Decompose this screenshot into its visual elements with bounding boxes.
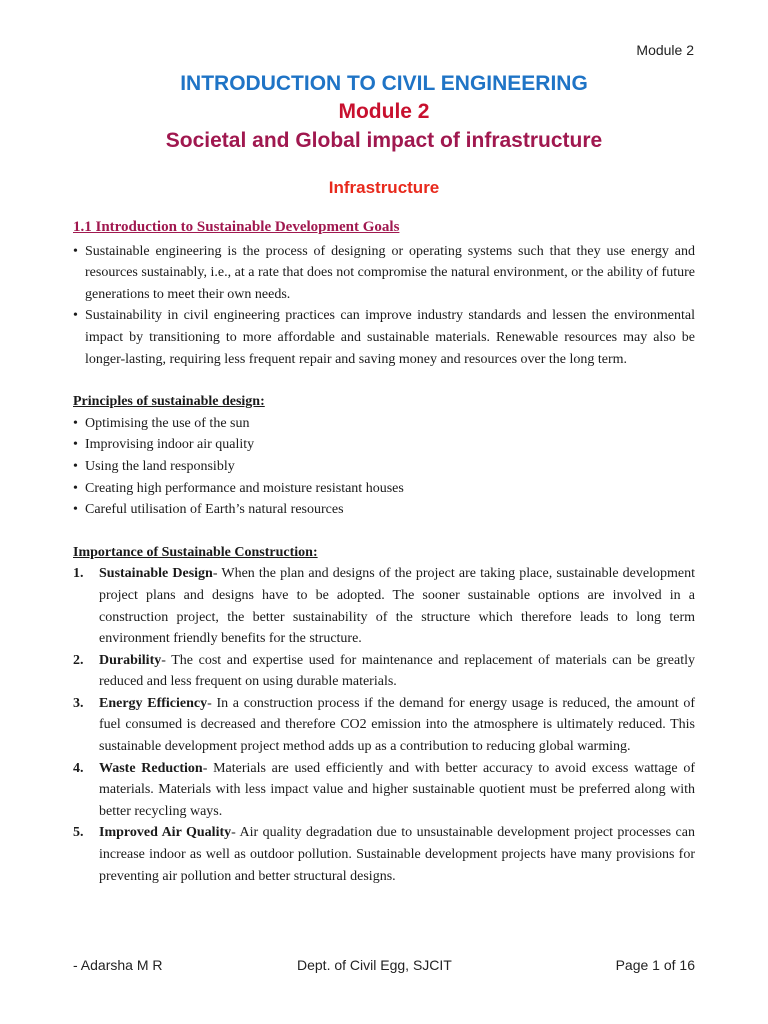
- item-term: Improved Air Quality: [99, 825, 232, 841]
- footer-department: Dept. of Civil Egg, SJCIT: [297, 957, 452, 973]
- document-title: INTRODUCTION TO CIVIL ENGINEERING: [180, 72, 588, 95]
- item-number: 5.: [73, 825, 84, 841]
- item-text: - Air quality degradation due to unsustainable development project processes can increase indoor as well as outdoor pollution. Sustainable development projects have many provisions for preventing air pollution and better structural designs.: [99, 825, 695, 884]
- module-title: Module 2: [338, 100, 430, 123]
- importance-heading: Importance of Sustainable Construction:: [73, 544, 318, 560]
- principle-item: • Improvising indoor air quality: [73, 434, 695, 456]
- importance-item: [73, 822, 695, 887]
- document-body: [73, 217, 695, 887]
- principles-list: [73, 413, 695, 521]
- principle-item: • Optimising the use of the sun: [73, 413, 695, 435]
- item-number: 2.: [73, 652, 84, 668]
- importance-item: [73, 758, 695, 823]
- importance-list: [73, 563, 695, 887]
- title-block: [0, 70, 768, 200]
- page-footer: [73, 957, 695, 977]
- item-number: 1.: [73, 566, 84, 582]
- item-number: 4.: [73, 760, 84, 776]
- item-text: - In a construction process if the demand for energy usage is reduced, the amount of fuel consumed is decreased and therefore CO2 emission into the atmosphere is ultimately reduced. This sustainable development project method adds up as a contribution to reducing global warming.: [99, 695, 695, 755]
- item-text: - The cost and expertise used for maintenance and replacement of materials can be greatly reduced and less frequent on using durable materials.: [99, 652, 695, 690]
- intro-list: [73, 241, 695, 371]
- intro-bullet: • Sustainability in civil engineering practices can improve industry standards and lessen the environmental impact by transitioning to more affordable and sustainable materials. Renewable resources may also be longer-lasting, requiring less frequent repair and saving money and resources over the long term.: [73, 305, 695, 370]
- module-subtitle: Societal and Global impact of infrastructure: [165, 129, 603, 152]
- intro-bullet: • Sustainable engineering is the process of designing or operating systems such that they use energy and resources sustainably, i.e., at a rate that does not compromise the natural environment, or the ability of future generations to meet their own needs.: [73, 241, 695, 306]
- intro-heading: 1.1 Introduction to Sustainable Development Goals: [73, 219, 400, 235]
- section-title: Infrastructure: [328, 178, 440, 197]
- principle-item: • Creating high performance and moisture resistant houses: [73, 478, 695, 500]
- importance-item: [73, 563, 695, 649]
- principle-item: • Careful utilisation of Earth’s natural resources: [73, 499, 695, 521]
- item-term: Energy Efficiency: [99, 695, 208, 711]
- header-module-label: Module 2: [636, 42, 694, 58]
- footer-author: - Adarsha M R: [73, 957, 163, 973]
- item-text: - When the plan and designs of the project are taking place, sustainable development project plans and designs have to be adopted. The sooner sustainable options are involved in a construction project, the better sustainability of the structure which therefore leads to long term environment friendly benefits for the structure.: [99, 566, 695, 647]
- importance-item: [73, 693, 695, 758]
- item-term: Sustainable Design: [99, 566, 213, 582]
- item-term: Durability: [99, 652, 162, 668]
- principles-heading: Principles of sustainable design:: [73, 394, 265, 410]
- importance-item: [73, 650, 695, 693]
- item-number: 3.: [73, 695, 84, 711]
- principle-item: • Using the land responsibly: [73, 456, 695, 478]
- footer-page-number: Page 1 of 16: [615, 957, 695, 973]
- item-term: Waste Reduction: [99, 760, 203, 776]
- item-text: - Materials are used efficiently and with better accuracy to avoid excess wattage of materials. Materials with less impact value and higher sustainable quotient must be preferred along with better recycling ways.: [99, 760, 696, 819]
